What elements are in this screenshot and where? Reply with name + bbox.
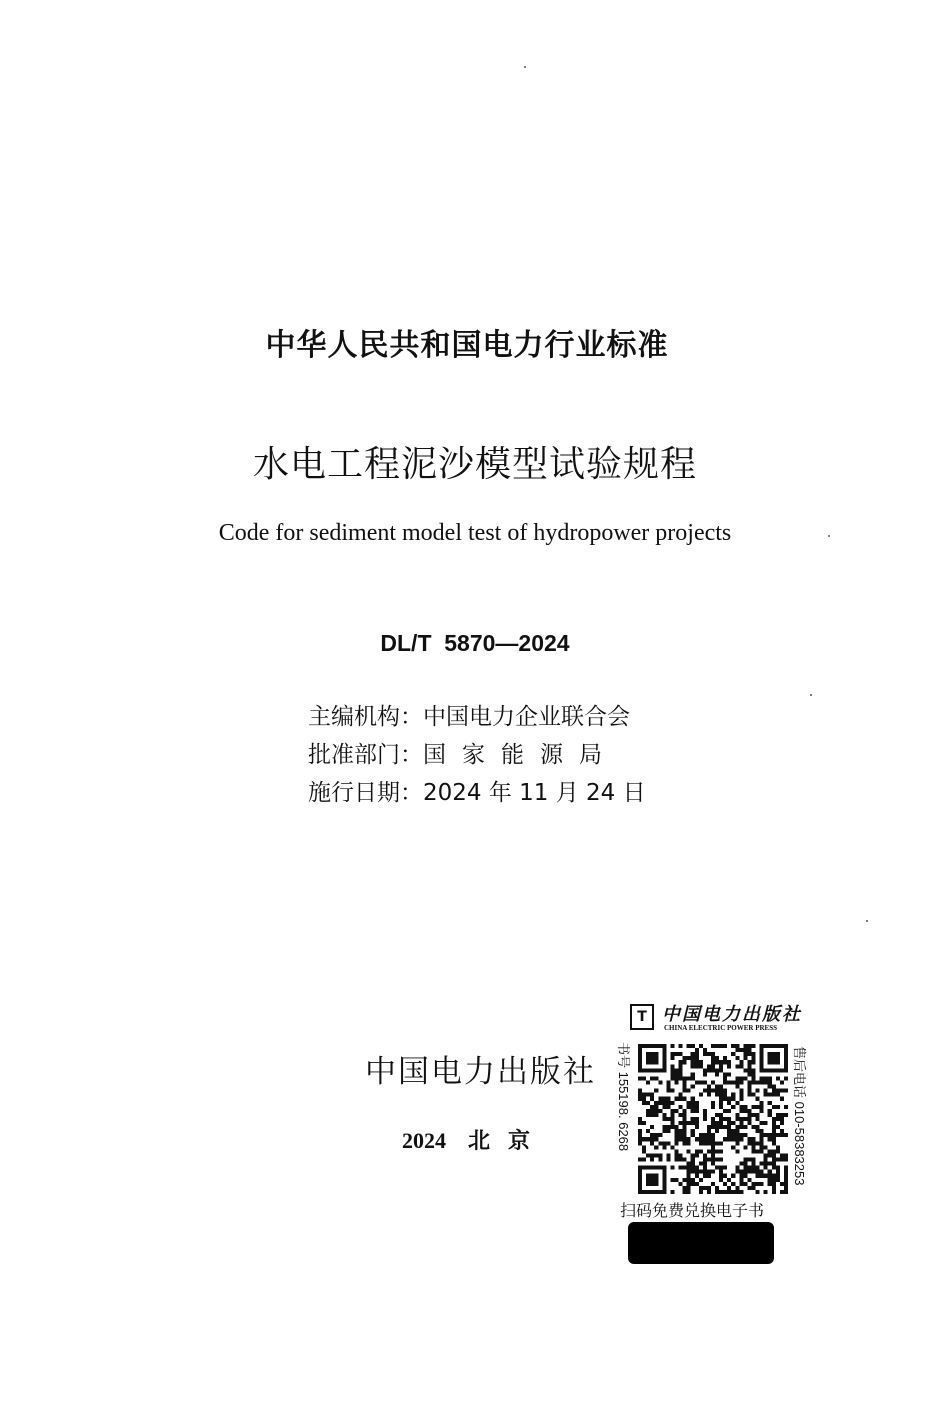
standard-type-header: 中华人民共和国电力行业标准 [265, 328, 669, 363]
scan-speck [866, 920, 868, 922]
publication-year: 2024 [402, 1128, 446, 1153]
info-block [308, 698, 646, 812]
sticker-brand-en: CHINA ELECTRIC POWER PRESS [664, 1024, 777, 1032]
effective-date-label: 施行日期 ： [308, 780, 423, 806]
publication-year-city [402, 1124, 570, 1155]
hotline-vertical [790, 1046, 812, 1206]
title-english: Code for sediment model test of hydropower projects [218, 520, 732, 546]
effective-date-row [308, 774, 646, 812]
hotline: 售后电话 010-58383253 [792, 1046, 807, 1186]
scan-speck [524, 66, 526, 68]
effective-date-value: 2024 年 11 月 24 日 [423, 780, 646, 806]
scan-speck [810, 694, 812, 696]
ebook-sticker [618, 1000, 810, 1268]
qr-code-icon[interactable] [638, 1044, 788, 1194]
standard-code: DL/T 5870—2024 [380, 630, 570, 656]
approver-value: 国家能源局 [423, 742, 618, 768]
publisher-logo-icon: T [630, 1004, 654, 1030]
sticker-brand [626, 1000, 806, 1038]
editor-label: 主编机构 ： [308, 704, 423, 730]
title-chinese: 水电工程泥沙模型试验规程 [252, 444, 697, 485]
approver-label: 批准部门 ： [308, 742, 423, 768]
sticker-brand-cn: 中国电力出版社 [662, 1004, 802, 1025]
editor-row [308, 698, 646, 736]
publication-city: 北京 [468, 1128, 549, 1153]
book-number: 书号 155198. 6268 [616, 1042, 631, 1152]
publisher-name: 中国电力出版社 [365, 1054, 596, 1090]
scan-ebook-text: 扫码免费兑换电子书 [620, 1201, 765, 1220]
scan-speck [828, 535, 830, 537]
redacted-code-block [628, 1222, 774, 1264]
editor-value: 中国电力企业联合会 [423, 704, 630, 730]
approver-row [308, 736, 646, 774]
book-number-vertical [612, 1042, 634, 1192]
